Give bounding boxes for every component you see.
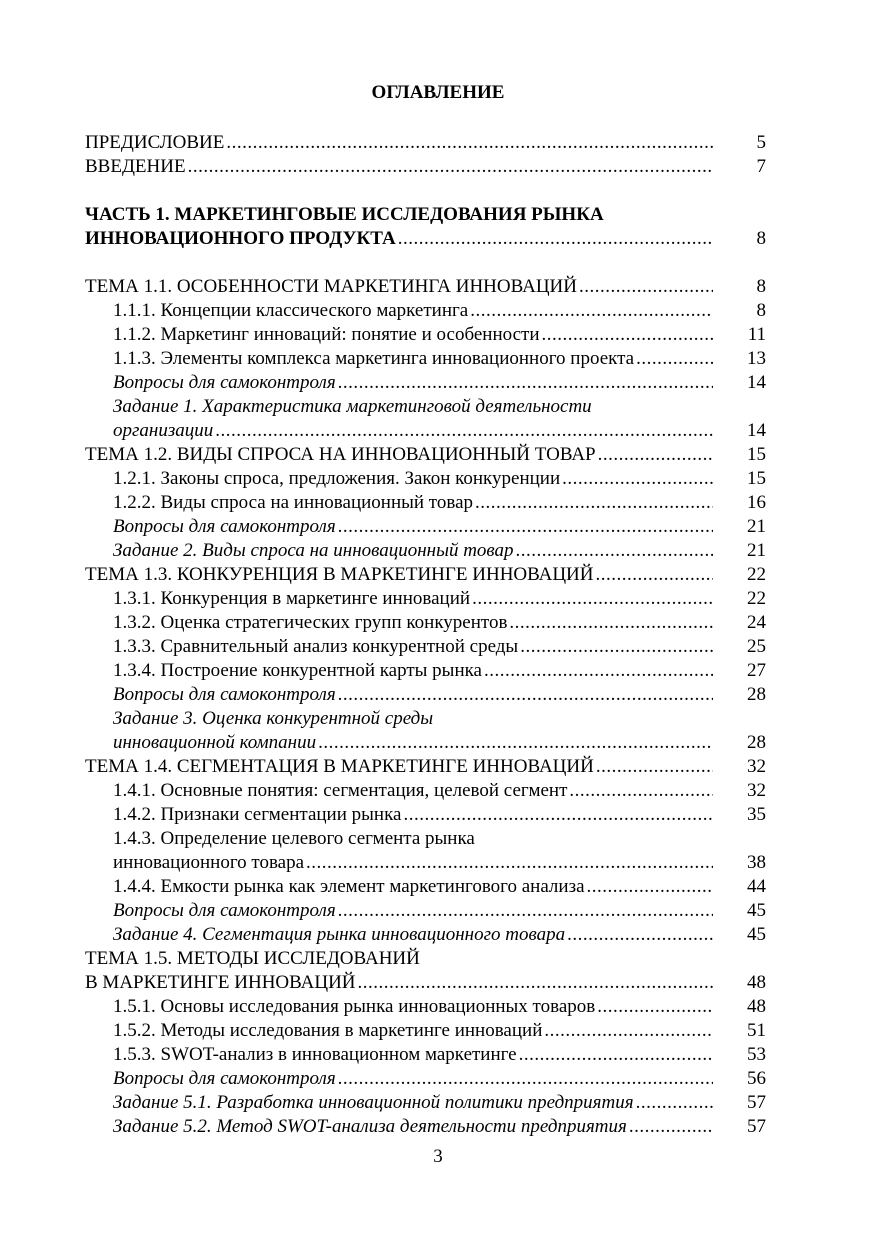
toc-page-number: 28 (747, 732, 766, 753)
toc-entry-title: Вопросы для самоконтроля (113, 516, 336, 537)
dot-leader (215, 419, 713, 443)
toc-entry (0, 275, 876, 299)
page-number: 3 (433, 1146, 443, 1167)
dot-leader (226, 131, 713, 155)
dot-leader (338, 515, 713, 539)
toc-page-number: 14 (747, 372, 766, 393)
dot-leader (509, 611, 713, 635)
dot-leader (338, 683, 713, 707)
toc-page-number: 25 (747, 636, 766, 657)
toc-entry (0, 1067, 876, 1091)
toc-entry-line (113, 851, 713, 875)
toc-entry-line (113, 1115, 713, 1139)
toc-entry-title: ПРЕДИСЛОВИЕ (85, 132, 225, 153)
toc-page-number: 53 (747, 1044, 766, 1065)
toc-entry-title: 1.1.2. Маркетинг инноваций: понятие и особенности (113, 324, 540, 345)
toc-page-number: 35 (747, 804, 766, 825)
toc-entry (0, 323, 876, 347)
dot-leader (596, 563, 714, 587)
toc-page-number: 7 (756, 156, 766, 177)
toc-page-number: 11 (747, 324, 766, 345)
toc-entry (0, 155, 876, 179)
toc-page-number: 51 (747, 1020, 766, 1041)
toc-page-number: 5 (756, 132, 766, 153)
toc-page-number: 27 (747, 660, 766, 681)
toc-entry-title: 1.3.4. Построение конкурентной карты рынка (113, 660, 482, 681)
toc-entry (0, 1115, 876, 1139)
toc-entry-line (85, 563, 713, 587)
toc-entry-line (85, 755, 713, 779)
toc-entry-title: инновационного товара (113, 852, 305, 873)
toc-page-number: 16 (747, 492, 766, 513)
toc-entry-title: 1.4.1. Основные понятия: сегментация, целевой сегмент (113, 780, 568, 801)
toc-entry (0, 899, 876, 923)
toc-entry-title: ВВЕДЕНИЕ (85, 156, 186, 177)
toc-entry (0, 611, 876, 635)
toc-page-number: 8 (756, 300, 766, 321)
toc-entry-line (113, 347, 713, 371)
toc-entry-line (113, 491, 713, 515)
toc-entry-line (113, 1067, 713, 1091)
toc-page-number: 48 (747, 996, 766, 1017)
toc-entry-line (113, 827, 713, 851)
dot-leader (484, 659, 713, 683)
toc-entry-line (113, 419, 713, 443)
toc-entry-title: Задание 3. Оценка конкурентной среды (113, 708, 434, 729)
toc-entry-line (113, 779, 713, 803)
toc-entry (0, 371, 876, 395)
toc-entry-line (113, 803, 713, 827)
dot-leader (188, 155, 713, 179)
toc-entry-line (113, 539, 713, 563)
toc-entry-title: 1.4.2. Признаки сегментации рынка (113, 804, 402, 825)
toc-entry (0, 515, 876, 539)
dot-leader (472, 587, 713, 611)
toc-entry-line (113, 395, 713, 419)
toc-entry-title: Вопросы для самоконтроля (113, 900, 336, 921)
toc-entry (0, 299, 876, 323)
toc-page-number: 22 (747, 564, 766, 585)
dot-leader (569, 779, 713, 803)
dot-leader (470, 299, 713, 323)
toc-entry (0, 851, 876, 875)
toc-entry-line (113, 995, 713, 1019)
dot-leader (636, 1091, 713, 1115)
toc-entry-title: 1.5.1. Основы исследования рынка инновационных товаров (113, 996, 596, 1017)
toc-entry (0, 971, 876, 995)
toc-entry-line (113, 587, 713, 611)
toc-entry-title: ИННОВАЦИОННОГО ПРОДУКТА (85, 228, 396, 249)
dot-leader (358, 971, 713, 995)
dot-leader (338, 371, 713, 395)
toc-entry (0, 803, 876, 827)
toc-entry (0, 707, 876, 731)
toc-entry-title: Задание 5.1. Разработка инновационной политики предприятия (113, 1092, 634, 1113)
dot-leader (338, 899, 713, 923)
toc-entry-title: ТЕМА 1.3. КОНКУРЕНЦИЯ В МАРКЕТИНГЕ ИННОВАЦИЙ (85, 564, 594, 585)
toc-entry-line (113, 371, 713, 395)
toc-entry-title: 1.2.1. Законы спроса, предложения. Закон конкуренции (113, 468, 561, 489)
dot-leader (629, 1115, 713, 1139)
toc-entry-title: 1.1.3. Элементы комплекса маркетинга инновационного проекта (113, 348, 635, 369)
dot-leader (542, 323, 713, 347)
toc-entry-title: инновационной компании (113, 732, 317, 753)
toc-entry-title: Задание 2. Виды спроса на инновационный товар (113, 540, 514, 561)
toc-page-number: 14 (747, 420, 766, 441)
toc-page-number: 48 (747, 972, 766, 993)
toc-entry-line (113, 611, 713, 635)
toc-entry (0, 347, 876, 371)
toc-entry-title: Задание 4. Сегментация рынка инновационного товара (113, 924, 566, 945)
toc-entry (0, 995, 876, 1019)
toc-page-number: 56 (747, 1068, 766, 1089)
toc-entry (0, 131, 876, 155)
dot-leader (636, 347, 713, 371)
dot-leader (475, 491, 713, 515)
toc-entry (0, 467, 876, 491)
toc-entry (0, 539, 876, 563)
toc-entry-title: ЧАСТЬ 1. МАРКЕТИНГОВЫЕ ИССЛЕДОВАНИЯ РЫНКА (85, 204, 604, 225)
toc-entry-line (113, 635, 713, 659)
dot-leader (567, 923, 713, 947)
dot-leader (318, 731, 713, 755)
dot-leader (398, 227, 713, 251)
toc-entry (0, 1091, 876, 1115)
toc-entry (0, 443, 876, 467)
toc-entry-line (113, 323, 713, 347)
toc-entry (0, 227, 876, 251)
toc-entry-line (85, 443, 713, 467)
toc-entry-line (85, 947, 713, 971)
toc-entry-title: Задание 1. Характеристика маркетинговой деятельности (113, 396, 592, 417)
toc-entry (0, 563, 876, 587)
toc-page-number: 24 (747, 612, 766, 633)
toc-page-number: 38 (747, 852, 766, 873)
toc-page-number: 44 (747, 876, 766, 897)
toc-page-number: 32 (747, 756, 766, 777)
toc-page-number: 15 (747, 468, 766, 489)
toc-entry (0, 203, 876, 227)
toc-entry-title: 1.5.3. SWOT-анализ в инновационном маркетинге (113, 1044, 517, 1065)
toc-entry-line (113, 467, 713, 491)
toc-entry-line (85, 203, 713, 227)
toc-entry-title: ТЕМА 1.1. ОСОБЕННОСТИ МАРКЕТИНГА ИННОВАЦИЙ (85, 276, 577, 297)
toc-entry-title: Вопросы для самоконтроля (113, 372, 336, 393)
toc-page-number: 8 (756, 228, 766, 249)
toc-entry (0, 875, 876, 899)
toc-entry-line (113, 683, 713, 707)
toc-page-number: 13 (747, 348, 766, 369)
toc-entry (0, 683, 876, 707)
toc-entry-title: организации (113, 420, 214, 441)
dot-leader (519, 1043, 713, 1067)
toc-entry-title: 1.4.4. Емкости рынка как элемент маркетингового анализа (113, 876, 585, 897)
toc-entry (0, 659, 876, 683)
toc-entry (0, 419, 876, 443)
toc-entry-title: ТЕМА 1.4. СЕГМЕНТАЦИЯ В МАРКЕТИНГЕ ИННОВАЦИЙ (85, 756, 594, 777)
toc-entry (0, 827, 876, 851)
toc-entry-line (113, 659, 713, 683)
toc-page-number: 22 (747, 588, 766, 609)
dot-leader (579, 275, 713, 299)
toc-entry-line (85, 227, 713, 251)
toc-entry-title: 1.3.1. Конкуренция в маркетинге инноваций (113, 588, 471, 609)
toc-entry-line (113, 1019, 713, 1043)
toc-entry (0, 1019, 876, 1043)
toc-entry-title: В МАРКЕТИНГЕ ИННОВАЦИЙ (85, 972, 356, 993)
toc-entry-title: 1.1.1. Концепции классического маркетинга (113, 300, 469, 321)
toc-entry (0, 731, 876, 755)
toc-entry-line (85, 275, 713, 299)
toc-page-number: 15 (747, 444, 766, 465)
dot-leader (403, 803, 713, 827)
toc-entry-line (113, 1091, 713, 1115)
toc-entry-line (113, 923, 713, 947)
toc-page-number: 45 (747, 900, 766, 921)
toc-entry (0, 947, 876, 971)
toc-entry-title: 1.4.3. Определение целевого сегмента рынка (113, 828, 475, 849)
toc-page-number: 32 (747, 780, 766, 801)
toc-entry-title: 1.5.2. Методы исследования в маркетинге инноваций (113, 1020, 543, 1041)
dot-leader (338, 1067, 713, 1091)
toc-entry (0, 923, 876, 947)
toc-page-number: 21 (747, 516, 766, 537)
toc-entry (0, 755, 876, 779)
toc-page-number: 57 (747, 1116, 766, 1137)
toc-entry-line (85, 971, 713, 995)
dot-leader (544, 1019, 713, 1043)
toc-page-number: 45 (747, 924, 766, 945)
toc-entry-line (85, 131, 713, 155)
dot-leader (587, 875, 713, 899)
toc-entry (0, 779, 876, 803)
toc-entry-line (113, 899, 713, 923)
toc-entry-line (113, 875, 713, 899)
toc-entry-title: Задание 5.2. Метод SWOT-анализа деятельности предприятия (113, 1116, 627, 1137)
dot-leader (516, 539, 713, 563)
dot-leader (562, 467, 713, 491)
page-title: ОГЛАВЛЕНИЕ (371, 82, 505, 103)
dot-leader (520, 635, 713, 659)
toc-entry (0, 587, 876, 611)
dot-leader (598, 443, 713, 467)
toc-page-number: 21 (747, 540, 766, 561)
toc-page-number: 28 (747, 684, 766, 705)
toc-entry-title: ТЕМА 1.5. МЕТОДЫ ИССЛЕДОВАНИЙ (85, 948, 420, 969)
toc-page-number: 8 (756, 276, 766, 297)
dot-leader (597, 995, 713, 1019)
toc-entry-line (113, 515, 713, 539)
toc-entry-line (113, 707, 713, 731)
toc-entry-title: Вопросы для самоконтроля (113, 1068, 336, 1089)
toc-entry-title: 1.3.2. Оценка стратегических групп конкурентов (113, 612, 508, 633)
toc-entry-line (113, 731, 713, 755)
toc-entry-title: 1.2.2. Виды спроса на инновационный товар (113, 492, 474, 513)
toc-entry-title: ТЕМА 1.2. ВИДЫ СПРОСА НА ИННОВАЦИОННЫЙ ТОВАР (85, 444, 596, 465)
dot-leader (306, 851, 713, 875)
toc-entry-title: Вопросы для самоконтроля (113, 684, 336, 705)
dot-leader (596, 755, 713, 779)
toc-page-number: 57 (747, 1092, 766, 1113)
toc-entry-title: 1.3.3. Сравнительный анализ конкурентной среды (113, 636, 519, 657)
toc-entry-line (113, 299, 713, 323)
toc-entry (0, 395, 876, 419)
toc-entry-line (85, 155, 713, 179)
toc-entry-line (113, 1043, 713, 1067)
toc-entry (0, 635, 876, 659)
toc-entry (0, 1043, 876, 1067)
toc-entry (0, 491, 876, 515)
